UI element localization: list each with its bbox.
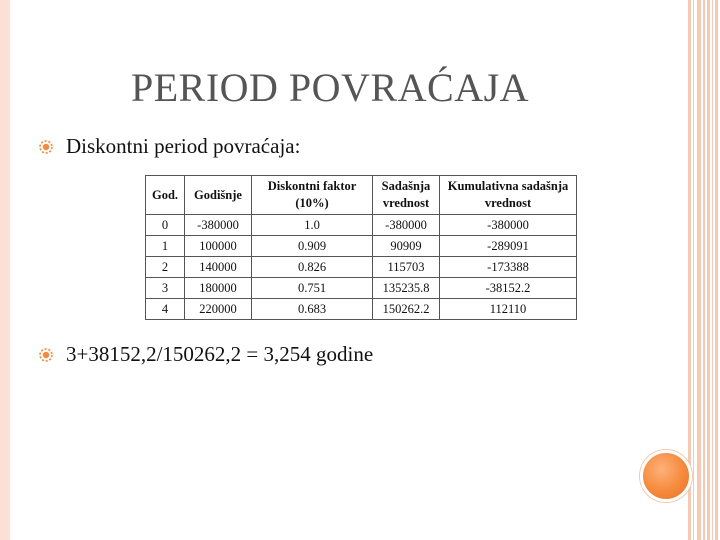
slide-title: PERIOD POVRAĆAJA [130, 65, 530, 110]
cell-faktor: 1.0 [252, 215, 373, 236]
bullet-text: 3+38152,2/150262,2 = 3,254 godine [66, 342, 374, 366]
cell-god: 0 [146, 215, 185, 236]
cell-god: 1 [146, 236, 185, 257]
header-sadasnja: Sadašnja vrednost [373, 176, 440, 215]
cell-god: 4 [146, 299, 185, 320]
table-row [146, 236, 577, 257]
cell-god: 3 [146, 278, 185, 299]
header-godisnje: Godišnje [185, 176, 252, 215]
cell-godisnje: 220000 [185, 299, 252, 320]
cell-godisnje: -380000 [185, 215, 252, 236]
table-header-row [146, 176, 577, 215]
cell-faktor: 0.909 [252, 236, 373, 257]
header-kumulativna: Kumulativna sadašnja vrednost [440, 176, 577, 215]
cell-sadasnja: -380000 [373, 215, 440, 236]
cell-godisnje: 140000 [185, 257, 252, 278]
cell-faktor: 0.826 [252, 257, 373, 278]
header-god: God. [146, 176, 185, 215]
cell-sadasnja: 150262.2 [373, 299, 440, 320]
table-row [146, 278, 577, 299]
header-faktor: Diskontni faktor (10%) [252, 176, 373, 215]
cell-faktor: 0.683 [252, 299, 373, 320]
cell-kumulativna: -289091 [440, 236, 577, 257]
decorative-orb [640, 450, 692, 502]
bullet-item [38, 342, 373, 367]
cell-sadasnja: 90909 [373, 236, 440, 257]
cell-sadasnja: 135235.8 [373, 278, 440, 299]
table-row [146, 257, 577, 278]
decorative-stripe [688, 0, 691, 540]
cell-kumulativna: -380000 [440, 215, 577, 236]
decorative-stripe [712, 0, 713, 540]
decorative-stripe [697, 0, 701, 540]
decorative-stripe [693, 0, 694, 540]
table-row [146, 299, 577, 320]
bullet-item [38, 134, 300, 159]
bullet-text: Diskontni period povraćaja: [66, 134, 301, 158]
discount-table [145, 175, 577, 320]
sun-bullet-icon [38, 139, 54, 155]
cell-sadasnja: 115703 [373, 257, 440, 278]
cell-godisnje: 180000 [185, 278, 252, 299]
sun-bullet-icon [38, 347, 54, 363]
cell-kumulativna: -173388 [440, 257, 577, 278]
table-row [146, 215, 577, 236]
cell-kumulativna: 112110 [440, 299, 577, 320]
payback-table [145, 175, 577, 320]
cell-god: 2 [146, 257, 185, 278]
decorative-stripe [707, 0, 710, 540]
decorative-stripe [715, 0, 718, 540]
cell-kumulativna: -38152.2 [440, 278, 577, 299]
cell-godisnje: 100000 [185, 236, 252, 257]
decorative-stripe [703, 0, 705, 540]
cell-faktor: 0.751 [252, 278, 373, 299]
